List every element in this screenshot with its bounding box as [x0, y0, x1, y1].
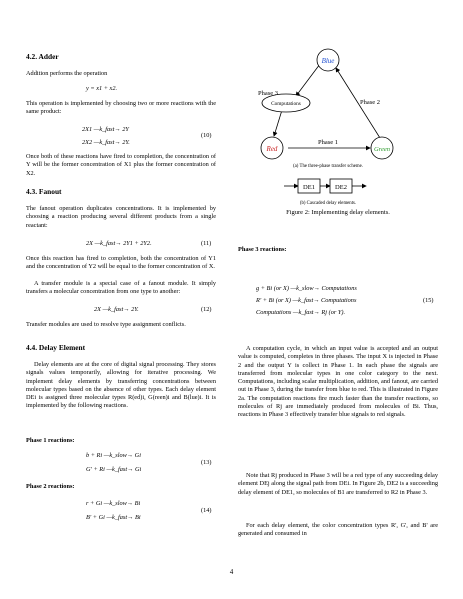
blue-node-label: Blue [321, 57, 335, 65]
equation-10b: 2X2 —k_fast→ 2Y. [82, 139, 130, 146]
equation-13a: b + Ri —k_slow→ Gi [86, 452, 141, 459]
section-title-fanout: 4.3. Fanout [26, 187, 62, 196]
phase3-arrow-a [296, 64, 320, 96]
equation-14b: B' + Gi —k_fast→ Bi [86, 514, 141, 521]
phase1-label: Phase 1 [318, 139, 339, 146]
adder-paragraph: This operation is implemented by choosing two or more reactions with the same product: [26, 100, 216, 116]
section-title-adder: 4.2. Adder [26, 52, 59, 61]
figure-2-caption: Figure 2: Implementing delay elements. [286, 209, 390, 216]
phase3-reactions-label: Phase 3 reactions: [238, 246, 287, 253]
equation-11: 2X —k_fast→ 2Y1 + 2Y2. [86, 240, 152, 247]
delay-element-paragraph: Delay elements are at the core of digital signal processing. They stores signals values temporarily, allowing for iterative processing. We implement delay elements by transferring concentrations between molecular types based on the absence of other types. Each delay element DEi is assigned three molecular types R(ed)i, G(reen)i and B(lue)i. It is implemented by the following reactions. [26, 361, 216, 410]
equation-15c: Computations —k_fast→ Rj (or Y). [256, 309, 346, 316]
fanout-paragraph: Once this reaction has fired to completion, both the concentration of Y1 and the concentration of Y2 will be equal to the former concentration of X. [26, 255, 216, 271]
subfigure-a-caption: (a) The three-phase transfer scheme. [293, 164, 363, 169]
adder-intro: Addition performs the operation [26, 70, 108, 77]
equation-11-number: (11) [201, 240, 212, 247]
subfigure-b-caption: (b) Cascaded delay elements. [299, 201, 357, 206]
computation-cycle-paragraph: A computation cycle, in which an input value is accepted and an output value is computed, completes in three phases. The input X is injected in Phase 2 and the output Y is collect in Phase 1. In each phase the signals are transferred from molecular types in one color category to the next. Computations, including scalar multiplication, addition, and fanout, are carried out in Phase 3, during the transfer from blue to red. This is illustrated in Figure 2a. The computation reactions fire much faster than the transfer reactions, so molecules of Rj are immediately produced from molecules of Bi. Thus, reactions in Phase 3 effectively transfer blue signals to red signals. [238, 345, 438, 419]
section-title-delay-element: 4.4. Delay Element [26, 343, 86, 352]
equation-10a: 2X1 —k_fast→ 2Y [82, 126, 129, 133]
page-number: 4 [229, 568, 234, 576]
equation-12-number: (12) [201, 306, 212, 313]
phase3-arrow-b [274, 110, 282, 136]
succeeding-delay-paragraph: Note that Rj produced in Phase 3 will be a red type of any succeeding delay element DEj along the signal path from DEi. In Figure 2b, DE2 is a succeeding delay element of DE1, so molecules of B1 are transferred to R2 in Phase 3. [238, 472, 438, 496]
equation-15a: g + Bi (or X) —k_slow→ Computations [256, 285, 357, 292]
equation-13-number: (13) [201, 459, 212, 466]
phase1-label: Phase 1 reactions: [26, 437, 75, 444]
figure-2 [238, 40, 438, 220]
equation-14-number: (14) [201, 507, 212, 514]
de1-label: DE1 [303, 184, 315, 191]
phase2-label: Phase 2 [360, 99, 381, 106]
cascaded-delay-elements [284, 179, 366, 206]
equation-14a: r + Gi —k_slow→ Bi [86, 500, 141, 507]
computations-node-label: Computations [271, 101, 301, 107]
de2-label: DE2 [335, 184, 347, 191]
phase2-label: Phase 2 reactions: [26, 483, 75, 490]
equation-12: 2X —k_fast→ 2Y. [94, 306, 139, 313]
three-phase-diagram [258, 49, 393, 169]
equation-15-number: (15) [423, 297, 434, 304]
adder-equation: y = x1 + x2. [86, 85, 118, 92]
fanout-intro: The fanout operation duplicates concentrations. It is implemented by choosing a reaction producing several different products from a single reactant: [26, 205, 216, 229]
equation-15b: R' + Bi (or X) —k_fast→ Computations [256, 297, 357, 304]
phase3-label: Phase 3 [258, 90, 279, 97]
green-node-label: Green [373, 146, 391, 153]
transfer-module-paragraph: A transfer module is a special case of a fanout module. It simply transfers a molecular concentration from one type to another: [26, 280, 216, 296]
color-types-paragraph: For each delay element, the color concentration types R', G', and B' are generated and consumed in [238, 522, 438, 538]
equation-10-number: (10) [201, 132, 212, 139]
transfer-module-note: Transfer modules are used to resolve type assignment conflicts. [26, 321, 186, 328]
equation-13b: G' + Ri —k_fast→ Gi [86, 466, 142, 473]
red-node-label: Red [266, 145, 278, 153]
adder-conclusion: Once both of these reactions have fired to completion, the concentration of Y will be the former concentration of X1 plus the former concentration of X2. [26, 153, 216, 177]
